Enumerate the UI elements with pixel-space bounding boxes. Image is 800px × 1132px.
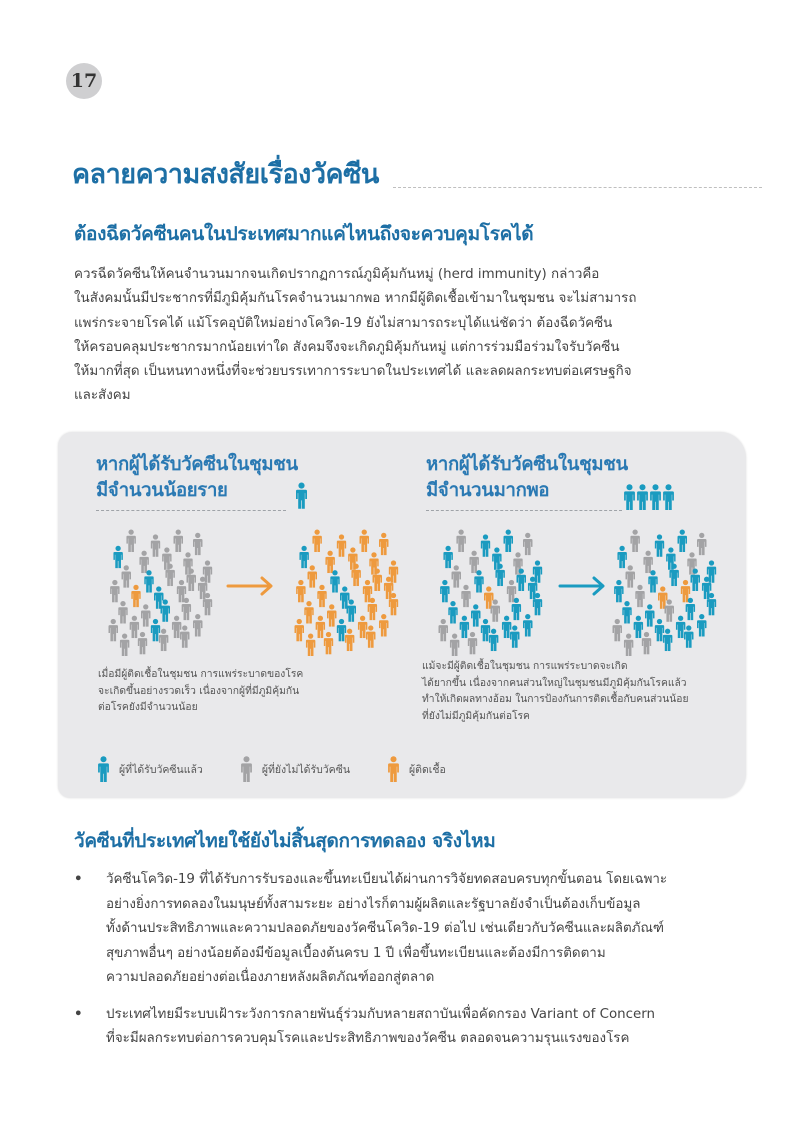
- left-vaccinated-count-icons: [296, 482, 307, 509]
- person-icon: [448, 601, 457, 624]
- person-icon: [373, 568, 382, 591]
- crowd-after-low-coverage: [282, 526, 414, 656]
- person-icon: [443, 546, 452, 569]
- person-icon: [648, 570, 657, 593]
- person-vaccinated-icon: [624, 484, 635, 510]
- person-icon: [122, 565, 131, 588]
- person-icon: [658, 586, 667, 609]
- person-icon: [624, 633, 633, 656]
- person-icon: [296, 580, 305, 603]
- person-icon: [316, 616, 325, 639]
- person-icon: [642, 632, 651, 655]
- person-icon: [676, 616, 685, 639]
- person-icon: [663, 629, 672, 652]
- person-icon: [655, 619, 664, 642]
- person-icon: [330, 570, 339, 593]
- bullet-line: ทั้งด้านประสิทธิภาพและความปลอดภัยของวัคซีนโควิด-19 ต่อไป เช่นเดียวกับวัคซีนและผลิตภัณฑ์: [106, 921, 665, 936]
- person-icon: [635, 585, 644, 608]
- person-icon: [460, 616, 469, 639]
- person-icon: [613, 619, 622, 642]
- bullet-item: [74, 1003, 754, 1052]
- person-icon: [510, 625, 519, 648]
- left-title-line: หากผู้ได้รับวัคซีนในชุมชน: [96, 454, 298, 475]
- caption-line: ต่อโรคยังมีจำนวนน้อย: [98, 701, 198, 713]
- person-icon: [697, 533, 706, 556]
- right-panel-caption: [422, 658, 689, 724]
- person-icon: [439, 619, 448, 642]
- right-panel-title: [426, 452, 628, 504]
- left-panel-caption: [98, 666, 303, 716]
- person-icon: [684, 625, 693, 648]
- person-icon: [440, 580, 449, 603]
- person-icon: [697, 614, 706, 637]
- question-heading-2: วัคซีนที่ประเทศไทยใช้ยังไม่สิ้นสุดการทดลอง จริงไหม: [74, 830, 496, 852]
- person-icon: [151, 534, 160, 557]
- paragraph-line: และสังคม: [74, 388, 131, 404]
- bullet-marker: •: [74, 1006, 83, 1022]
- person-icon: [461, 585, 470, 608]
- legend-label: ผู้ที่ได้รับวัคซีนแล้ว: [119, 763, 203, 776]
- person-vaccinated-icon: [98, 756, 109, 782]
- person-icon: [299, 546, 308, 569]
- page-number: 17: [66, 63, 102, 99]
- person-icon: [495, 564, 504, 587]
- person-icon: [340, 586, 349, 609]
- person-icon: [126, 529, 135, 552]
- person-icon: [324, 632, 333, 655]
- bullet-line: สุขภาพอื่นๆ อย่างน้อยต้องมีข้อมูลเบื้องต้นครบ 1 ปี เพื่อขึ้นทะเบียนและต้องมีการติดตาม: [106, 945, 606, 961]
- paragraph-line: แพร่กระจายโรคได้ แม้โรคอุบัติใหม่อย่างโควิด-19 ยังไม่สามารถระบุได้แน่ชัดว่า ต้องฉีดวัคซีน: [74, 315, 613, 331]
- person-icon: [504, 529, 513, 552]
- left-title-divider: [96, 510, 286, 511]
- caption-line: จะเกิดขึ้นอย่างรวดเร็ว เนื่องจากผู้ที่มีภูมิคุ้มกัน: [98, 684, 300, 697]
- person-icon: [630, 529, 639, 552]
- person-icon: [491, 599, 500, 622]
- bullet-line: ประเทศไทยมีระบบเฝ้าระวังการกลายพันธุ์ร่วมกับหลายสถาบันเพื่อคัดกรอง Variant of Concern: [106, 1006, 655, 1022]
- person-icon: [306, 633, 315, 656]
- title-divider: [393, 187, 762, 188]
- legend-label: ผู้ติดเชื้อ: [409, 763, 446, 776]
- section-title-row: [72, 152, 762, 195]
- person-icon: [165, 564, 174, 587]
- person-icon: [174, 529, 183, 552]
- question-heading-1: ต้องฉีดวัคซีนคนในประเทศมากแค่ไหนถึงจะควบคุมโรคได้: [74, 223, 534, 245]
- person-icon: [159, 629, 168, 652]
- left-title-line: มีจำนวนน้อยราย: [96, 480, 228, 501]
- paragraph-line: ให้มากที่สุด เป็นหนทางหนึ่งที่จะช่วยบรรเทาการระบาดในประเทศได้ และลดผลกระทบต่อเศรษฐกิจ: [74, 364, 632, 380]
- right-title-line: หากผู้ได้รับวัคซีนในชุมชน: [426, 454, 628, 475]
- person-icon: [517, 568, 526, 591]
- person-icon: [474, 570, 483, 593]
- bullet-marker: •: [74, 872, 83, 887]
- person-icon: [347, 599, 356, 622]
- person-icon: [626, 565, 635, 588]
- infographic-legend: [98, 756, 484, 782]
- person-icon: [669, 564, 678, 587]
- bullet-item: [74, 868, 754, 991]
- person-icon: [358, 616, 367, 639]
- person-icon: [113, 546, 122, 569]
- person-icon: [655, 534, 664, 557]
- person-icon: [456, 529, 465, 552]
- person-icon: [139, 551, 148, 574]
- person-icon: [172, 616, 181, 639]
- person-vaccinated-icon: [663, 484, 674, 510]
- person-icon: [484, 586, 493, 609]
- person-icon: [481, 619, 490, 642]
- person-infected-icon: [388, 756, 399, 782]
- person-icon: [161, 599, 170, 622]
- person-icon: [193, 533, 202, 556]
- person-icon: [351, 564, 360, 587]
- person-icon: [118, 601, 127, 624]
- person-icon: [180, 625, 189, 648]
- person-icon: [120, 633, 129, 656]
- person-icon: [337, 534, 346, 557]
- person-icon: [295, 619, 304, 642]
- person-icon: [502, 616, 511, 639]
- legend-item-unvaccinated: [241, 756, 350, 782]
- person-icon: [131, 585, 140, 608]
- person-icon: [138, 632, 147, 655]
- bullet-line: ที่จะมีผลกระทบต่อการควบคุมโรคและประสิทธิภาพของวัคซีน ตลอดจนความรุนแรงของโรค: [106, 1031, 630, 1046]
- person-icon: [523, 614, 532, 637]
- caption-line: ได้ยากขึ้น เนื่องจากคนส่วนใหญ่ในชุมชนมีภูมิคุ้มกันโรคแล้ว: [422, 676, 687, 689]
- person-icon: [327, 604, 336, 627]
- person-icon: [452, 565, 461, 588]
- person-icon: [110, 580, 119, 603]
- legend-item-infected: [388, 756, 446, 782]
- person-icon: [665, 599, 674, 622]
- legend-item-vaccinated: [98, 756, 203, 782]
- person-icon: [366, 625, 375, 648]
- person-icon: [468, 632, 477, 655]
- answer-bullet-list: [74, 868, 754, 1064]
- right-title-divider: [426, 510, 622, 511]
- person-icon: [151, 619, 160, 642]
- caption-line: แม้จะมีผู้ติดเชื้อในชุมชน การแพร่ระบาดจะเกิด: [422, 660, 628, 672]
- crowd-before-high-coverage: [426, 526, 558, 656]
- person-icon: [614, 580, 623, 603]
- person-icon: [691, 568, 700, 591]
- person-vaccinated-icon: [296, 482, 307, 509]
- person-icon: [450, 633, 459, 656]
- person-icon: [617, 546, 626, 569]
- person-icon: [469, 551, 478, 574]
- person-icon: [622, 601, 631, 624]
- answer-paragraph-1: [74, 263, 734, 409]
- right-title-line: มีจำนวนมากพอ: [426, 480, 550, 501]
- paragraph-line: ควรฉีดวัคซีนให้คนจำนวนมากจนเกิดปรากฏการณ์ภูมิคุ้มกันหมู่ (herd immunity) กล่าวคือ: [74, 267, 600, 282]
- person-icon: [154, 586, 163, 609]
- person-icon: [379, 533, 388, 556]
- left-panel-title: [96, 452, 298, 504]
- person-icon: [193, 614, 202, 637]
- person-icon: [678, 529, 687, 552]
- person-icon: [345, 629, 354, 652]
- person-icon: [481, 534, 490, 557]
- person-icon: [325, 551, 334, 574]
- person-icon: [634, 616, 643, 639]
- section-title: คลายความสงสัยเรื่องวัคซีน: [72, 159, 379, 190]
- person-icon: [645, 604, 654, 627]
- person-icon: [187, 568, 196, 591]
- right-vaccinated-count-icons: [624, 484, 674, 510]
- legend-label: ผู้ที่ยังไม่ได้รับวัคซีน: [261, 763, 350, 776]
- person-vaccinated-icon: [637, 484, 648, 510]
- person-icon: [312, 529, 321, 552]
- person-icon: [304, 601, 313, 624]
- caption-line: เมื่อมีผู้ติดเชื้อในชุมชน การแพร่ระบาดของโรค: [98, 668, 304, 680]
- person-icon: [489, 629, 498, 652]
- paragraph-line: ในสังคมนั้นมีประชากรที่มีภูมิคุ้มกันโรคจำนวนมากพอ หากมีผู้ติดเชื้อเข้ามาในชุมชน จะไม่สามารถ: [74, 291, 637, 307]
- person-icon: [130, 616, 139, 639]
- person-icon: [144, 570, 153, 593]
- bullet-line: ความปลอดภัยอย่างต่อเนื่องภายหลังผลิตภัณฑ์ออกสู่ตลาด: [106, 970, 435, 985]
- caption-line: ทำให้เกิดผลทางอ้อม ในการป้องกันการติดเชื้อกับคนส่วนน้อย: [422, 693, 689, 705]
- person-icon: [379, 614, 388, 637]
- person-icon: [141, 604, 150, 627]
- arrow-right-icon: [226, 575, 276, 597]
- crowd-after-high-coverage: [600, 526, 732, 656]
- person-icon: [337, 619, 346, 642]
- paragraph-line: ให้ครอบคลุมประชากรมากน้อยเท่าใด สังคมจึงจะเกิดภูมิคุ้มกันหมู่ แต่การร่วมมือร่วมใจรับวัคซีน: [74, 339, 620, 355]
- bullet-line: วัคซีนโควิด-19 ที่ได้รับการรับรองและขึ้นทะเบียนได้ผ่านการวิจัยทดสอบครบทุกขั้นตอน โดยเฉพาะ: [106, 872, 668, 887]
- person-icon: [643, 551, 652, 574]
- crowd-before-low-coverage: [96, 526, 228, 656]
- person-icon: [360, 529, 369, 552]
- bullet-line: อย่างยิ่งการทดลองในมนุษย์ทั้งสามระยะ อย่างไรก็ตามผู้ผลิตและรัฐบาลยังจำเป็นต้องเก็บข้อมูล: [106, 896, 641, 912]
- person-vaccinated-icon: [650, 484, 661, 510]
- person-icon: [109, 619, 118, 642]
- herd-immunity-infographic: [58, 432, 746, 798]
- person-icon: [317, 585, 326, 608]
- bullet-text: [106, 1003, 655, 1052]
- person-icon: [471, 604, 480, 627]
- person-unvaccinated-icon: [241, 756, 252, 782]
- bullet-text: [106, 868, 667, 991]
- caption-line: ที่ยังไม่มีภูมิคุ้มกันต่อโรค: [422, 709, 530, 722]
- person-icon: [523, 533, 532, 556]
- person-icon: [308, 565, 317, 588]
